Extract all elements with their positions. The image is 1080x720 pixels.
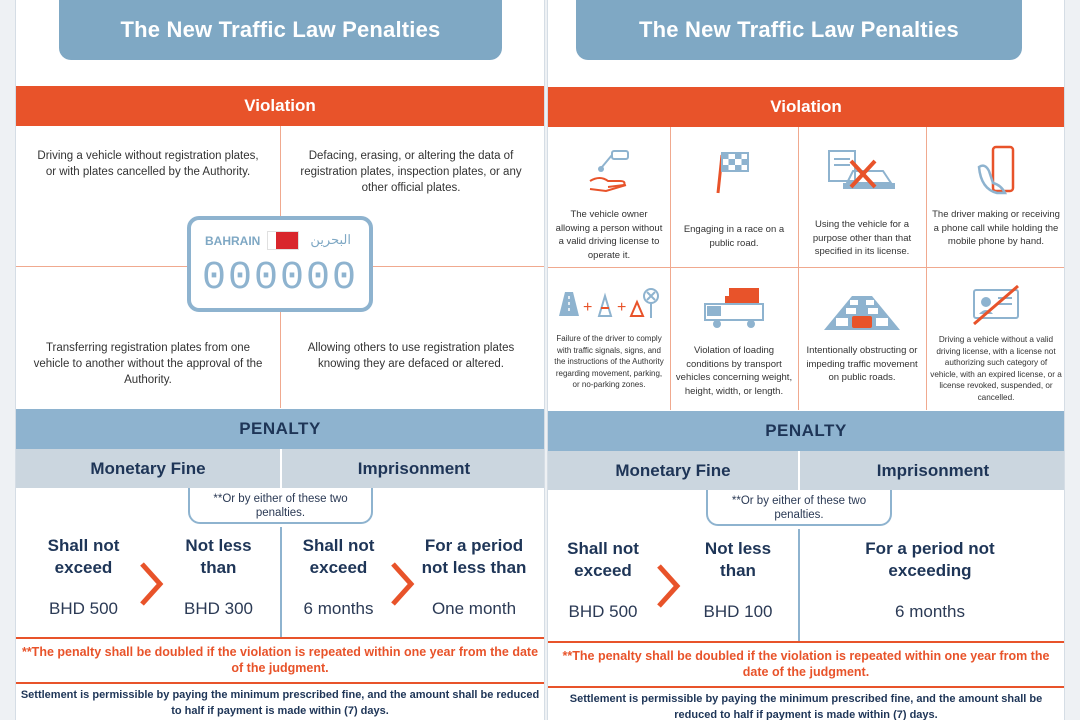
penalty-value: BHD 100 — [703, 602, 773, 621]
left-penalty-subheader — [16, 449, 544, 488]
penalty-column — [688, 538, 788, 621]
doubled-penalty-note: **The penalty shall be doubled if the violation is repeated within one year from the date of the judgment. — [16, 637, 544, 684]
penalty-heading: For a period not exceeding — [865, 539, 995, 580]
divider — [798, 529, 800, 641]
license-plate-illustration — [187, 216, 373, 312]
left-infographic-panel — [15, 0, 545, 720]
bahrain-flag-icon — [268, 232, 298, 249]
violation-text: Transferring registration plates from one vehicle to another without the approval of the Authority. — [33, 342, 263, 386]
penalty-value: 6 months — [895, 602, 965, 621]
violation-text: Driving a vehicle without registration plates, or with plates cancelled by the Authority. — [37, 150, 259, 178]
right-infographic-panel — [547, 0, 1065, 720]
penalty-heading: Not less than — [704, 539, 772, 580]
violation-cell — [548, 127, 670, 267]
chevron-right-icon — [389, 560, 415, 608]
penalty-column — [166, 535, 271, 618]
right-title: The New Traffic Law Penalties — [576, 0, 1022, 60]
violation-cell — [548, 268, 670, 410]
right-penalty-header: PENALTY — [548, 411, 1064, 451]
svg-text:+: + — [617, 299, 627, 316]
either-note: **Or by either of these two penalties. — [706, 490, 892, 526]
left-penalty-header: PENALTY — [16, 409, 544, 449]
svg-text:+: + — [583, 299, 593, 316]
penalty-value: BHD 300 — [184, 599, 253, 618]
violation-cell — [670, 127, 798, 267]
license-crossed-icon — [926, 284, 1065, 326]
overloaded-truck-icon — [670, 286, 798, 330]
violation-cell — [670, 268, 798, 410]
penalty-heading: Not less than — [185, 536, 252, 577]
doubled-penalty-note: **The penalty shall be doubled if the violation is repeated within one year from the date of the judgment. — [548, 641, 1064, 688]
left-violation-grid — [16, 126, 545, 408]
plate-country: BAHRAIN — [205, 234, 261, 248]
penalty-column — [286, 535, 391, 618]
violation-cell — [926, 127, 1065, 267]
penalty-column — [556, 538, 650, 621]
right-violation-grid — [548, 127, 1065, 410]
violation-text: Engaging in a race on a public road. — [683, 224, 785, 249]
left-title: The New Traffic Law Penalties — [59, 0, 502, 60]
settlement-note: Settlement is permissible by paying the minimum prescribed fine, and the amount shall be reduced to half if payment is made within (7) days. — [20, 689, 540, 717]
violation-text: Allowing others to use registration plates knowing they are defaced or altered. — [307, 342, 515, 370]
violation-text: The driver making or receiving a phone call while holding the mobile phone by hand. — [932, 209, 1060, 247]
fine-label: Monetary Fine — [90, 458, 206, 478]
violation-cell — [798, 268, 926, 410]
plate-number: 000000 — [201, 256, 359, 301]
left-violation-header: Violation — [16, 86, 544, 126]
penalty-heading: For a period not less than — [421, 536, 527, 577]
right-violation-header: Violation — [548, 87, 1064, 127]
violation-cell — [926, 268, 1065, 410]
car-document-cross-icon — [798, 149, 926, 193]
penalty-column — [414, 535, 534, 618]
prison-label: Imprisonment — [876, 460, 990, 480]
divider — [280, 527, 282, 637]
violation-text: The vehicle owner allowing a person without a valid driving license to operate it. — [555, 209, 663, 261]
penalty-column — [844, 538, 1016, 621]
plate-arabic: البحرين — [310, 232, 351, 247]
violation-text: Intentionally obstructing or impeding traffic movement on public roads. — [806, 345, 918, 383]
violation-text: Driving a vehicle without a valid driving license, with a license not authorizing such category of vehicle, with an expired license, or a license revoked, suspended, or cancelled. — [930, 335, 1062, 402]
chevron-right-icon — [655, 562, 681, 610]
violation-text: Failure of the driver to comply with traffic signals, signs, and the instructions of the Authority regarding movement, parking, or no-parking zones. — [554, 334, 664, 389]
traffic-signs-icon — [548, 286, 670, 320]
violation-text: Violation of loading conditions by transport vehicles concerning weight, height, width, or length. — [675, 345, 793, 397]
settlement-note: Settlement is permissible by paying the minimum prescribed fine, and the amount shall be reduced to half if payment is made within (7) days. — [569, 693, 1043, 720]
chevron-right-icon — [138, 560, 164, 608]
penalty-value: BHD 500 — [49, 599, 118, 618]
penalty-value: One month — [431, 599, 517, 618]
penalty-heading: Shall not exceed — [567, 539, 639, 580]
either-note: **Or by either of these two penalties. — [188, 488, 373, 524]
violation-text: Defacing, erasing, or altering the data of registration plates, inspection plates, or any other official plates. — [300, 150, 522, 194]
penalty-value: BHD 500 — [568, 602, 638, 621]
violation-text: Using the vehicle for a purpose other than that specified in its license. — [812, 219, 912, 257]
right-penalty-subheader — [548, 451, 1064, 490]
prison-label: Imprisonment — [357, 458, 471, 478]
keys-handover-icon — [548, 145, 670, 195]
penalty-heading: Shall not exceed — [302, 536, 375, 577]
penalty-column — [31, 535, 136, 618]
penalty-heading: Shall not exceed — [47, 536, 120, 577]
violation-cell — [798, 127, 926, 267]
checkered-flag-icon — [670, 149, 798, 195]
penalty-value: 6 months — [303, 599, 374, 618]
traffic-jam-icon — [798, 292, 926, 332]
hand-phone-icon — [926, 145, 1065, 197]
fine-label: Monetary Fine — [615, 460, 731, 480]
